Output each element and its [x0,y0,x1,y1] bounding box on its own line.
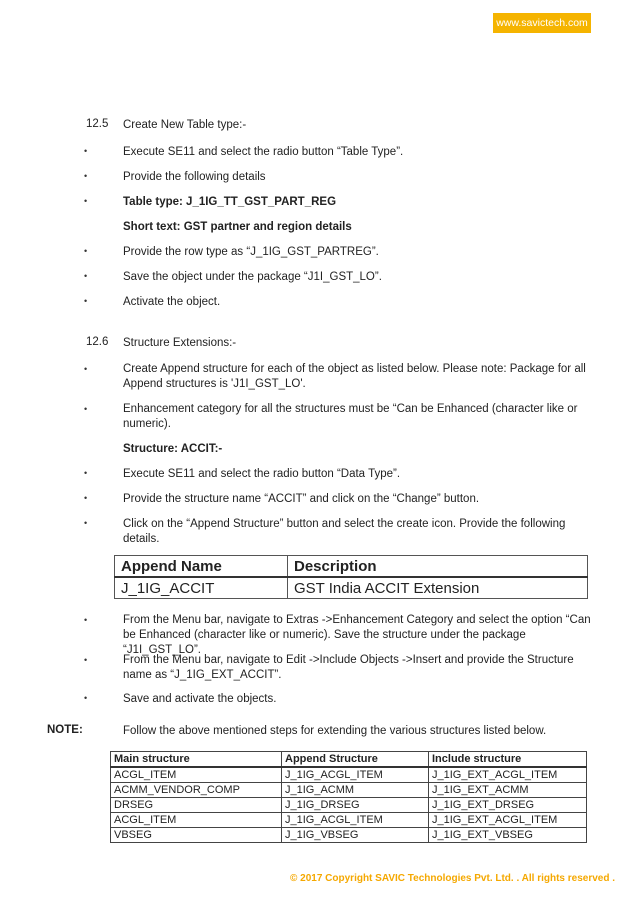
bullet: • [84,693,88,703]
table-cell: J_1IG_ACMM [282,783,429,798]
table-cell: J_1IG_EXT_DRSEG [429,798,587,813]
table-row [111,828,587,843]
bullet: • [84,146,88,156]
bullet: • [84,518,88,528]
header-cell: Description [288,556,588,578]
step-enhancement-category: Enhancement category for all the structures must be “Can be Enhanced (character like or numeric). [123,403,578,430]
structure-table [110,751,587,843]
table-cell: J_1IG_EXT_ACGL_ITEM [429,813,587,828]
step-menu-edit: From the Menu bar, navigate to Edit ->Include Objects ->Insert and provide the Structure name as “J_1IG_EXT_ACCIT”. [123,654,574,681]
step-execute-se11-table-type: Execute SE11 and select the radio button “Table Type”. [123,146,404,158]
header-cell: Main structure [111,752,282,768]
table-cell: ACGL_ITEM [111,767,282,783]
bullet: • [84,271,88,281]
bullet: • [84,404,88,414]
step-row-type: Provide the row type as “J_1IG_GST_PARTREG”. [123,246,379,258]
bullet: • [84,615,88,625]
bullet: • [84,493,88,503]
table-row [115,577,588,599]
step-save-activate: Save and activate the objects. [123,693,277,705]
table-type-line: Table type: J_1IG_TT_GST_PART_REG [123,196,337,208]
step-execute-se11-data-type: Execute SE11 and select the radio button “Data Type”. [123,468,401,480]
table-row [111,767,587,783]
table-row [111,783,587,798]
step-structure-name: Provide the structure name “ACCIT” and click on the “Change” button. [123,493,480,505]
table-cell: J_1IG_EXT_VBSEG [429,828,587,843]
bullet: • [84,171,88,181]
note-label: NOTE: [47,724,83,736]
table-cell: J_1IG_EXT_ACGL_ITEM [429,767,587,783]
footer-copyright: © 2017 Copyright SAVIC Technologies Pvt. Ltd. . All rights reserved . [290,873,616,884]
bullet: • [84,468,88,478]
step-activate-object: Activate the object. [123,296,221,308]
header-cell: Include structure [429,752,587,768]
step-save-object: Save the object under the package “J1I_GST_LO”. [123,271,382,283]
table-cell: J_1IG_DRSEG [282,798,429,813]
header-cell: Append Structure [282,752,429,768]
bullet: • [84,296,88,306]
header-cell: Append Name [115,556,288,578]
append-table [114,555,588,599]
website-badge[interactable]: www.savictech.com [493,13,591,33]
table-cell: ACGL_ITEM [111,813,282,828]
bullet: • [84,246,88,256]
table-cell: J_1IG_VBSEG [282,828,429,843]
table-cell: J_1IG_EXT_ACMM [429,783,587,798]
table-cell: DRSEG [111,798,282,813]
table-cell: ACMM_VENDOR_COMP [111,783,282,798]
table-cell: J_1IG_ACGL_ITEM [282,813,429,828]
section-number-12-5: 12.5 [86,118,109,130]
table-header-row [115,556,588,578]
step-create-append: Create Append structure for each of the object as listed below. Please note: Package for all Append structures is 'J1I_GST_LO'. [123,363,586,390]
bullet: • [84,364,88,374]
section-number-12-6: 12.6 [86,336,109,348]
table-row [111,798,587,813]
table-cell: VBSEG [111,828,282,843]
note-text: Follow the above mentioned steps for extending the various structures listed below. [123,725,547,737]
table-cell: J_1IG_ACCIT [115,577,288,599]
table-header-row [111,752,587,768]
table-row [111,813,587,828]
step-provide-details: Provide the following details [123,171,266,183]
short-text-line: Short text: GST partner and region details [123,221,352,233]
bullet: • [84,196,88,206]
table-cell: J_1IG_ACGL_ITEM [282,767,429,783]
structure-accit-heading: Structure: ACCIT:- [123,443,223,455]
table-cell: GST India ACCIT Extension [288,577,588,599]
section-title-12-5: Create New Table type:- [123,119,247,131]
step-menu-extras: From the Menu bar, navigate to Extras ->Enhancement Category and select the option “Can be Enhanced (character like or numeric). Save the structure under the package “J1I_GST_LO”. [123,614,591,656]
step-append-structure: Click on the “Append Structure” button and select the create icon. Provide the following details. [123,518,566,545]
bullet: • [84,655,88,665]
section-title-12-6: Structure Extensions:- [123,337,237,349]
